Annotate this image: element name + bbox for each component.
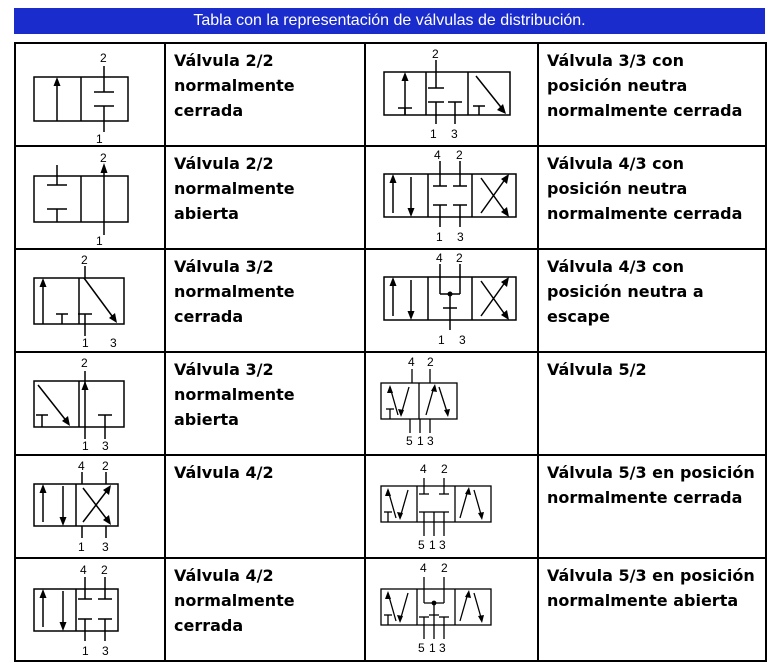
- valve-name: Válvula 2/2 normalmente abierta: [174, 154, 295, 223]
- valve-5-3-open-symbol: [366, 559, 539, 660]
- table-title: Tabla con la representación de válvulas de distribución.: [14, 8, 765, 34]
- valve-3-2-no-symbol: [16, 353, 166, 454]
- port-label: 2: [81, 356, 88, 370]
- port-label: 1: [429, 641, 436, 655]
- table-row: [15, 352, 766, 455]
- valve-4-2-symbol: [16, 456, 166, 557]
- valve-2-2-nc-symbol: [16, 44, 166, 145]
- valve-name-cell: [165, 558, 365, 661]
- port-label: 3: [451, 127, 458, 141]
- port-label: 5: [418, 641, 425, 655]
- valve-name: Válvula 5/2: [547, 360, 647, 379]
- port-label: 3: [102, 644, 109, 658]
- port-label: 1: [82, 336, 89, 350]
- valve-name-cell: [538, 352, 766, 455]
- valve-symbol-cell: [15, 352, 165, 455]
- valve-5-2-symbol: [366, 353, 539, 454]
- port-label: 2: [456, 148, 463, 162]
- valve-symbol-cell: [365, 43, 538, 146]
- valve-name-cell: [538, 249, 766, 352]
- port-label: 2: [100, 151, 107, 165]
- valve-5-3-closed-symbol: [366, 456, 539, 557]
- valve-name: Válvula 4/3 con posición neutra a escape: [547, 257, 704, 326]
- valve-name: Válvula 3/2 normalmente cerrada: [174, 257, 295, 326]
- port-label: 2: [81, 253, 88, 267]
- valve-name: Válvula 2/2 normalmente cerrada: [174, 51, 295, 120]
- valve-symbol-cell: [15, 455, 165, 558]
- valve-4-3-neutral-closed-symbol: [366, 147, 539, 248]
- port-label: 4: [408, 355, 415, 369]
- valve-4-2-nc-symbol: [16, 559, 166, 660]
- port-label: 5: [406, 434, 413, 448]
- table-row: [15, 558, 766, 661]
- port-label: 2: [432, 47, 439, 61]
- valve-symbol-cell: [365, 249, 538, 352]
- port-label: 4: [420, 561, 427, 575]
- valve-name: Válvula 5/3 en posición normalmente cerrada: [547, 463, 755, 507]
- port-label: 1: [96, 234, 103, 248]
- valve-symbol-cell: [15, 558, 165, 661]
- port-label: 1: [82, 439, 89, 453]
- valves-table: [14, 42, 767, 662]
- valve-name: Válvula 4/3 con posición neutra normalmente cerrada: [547, 154, 743, 223]
- valve-name-cell: [538, 558, 766, 661]
- port-label: 1: [417, 434, 424, 448]
- valve-symbol-cell: [365, 352, 538, 455]
- valve-symbol-cell: [15, 249, 165, 352]
- table-row: [15, 146, 766, 249]
- port-label: 2: [456, 251, 463, 265]
- port-label: 3: [427, 434, 434, 448]
- valve-name: Válvula 4/2 normalmente cerrada: [174, 566, 295, 635]
- valve-2-2-no-symbol: [16, 147, 166, 248]
- port-label: 3: [110, 336, 117, 350]
- port-label: 1: [82, 644, 89, 658]
- valve-3-2-nc-symbol: [16, 250, 166, 351]
- port-label: 3: [102, 439, 109, 453]
- port-label: 1: [429, 538, 436, 552]
- valve-name-cell: [538, 43, 766, 146]
- port-label: 2: [427, 355, 434, 369]
- valve-name-cell: [538, 455, 766, 558]
- valve-name-cell: [165, 146, 365, 249]
- valve-3-3-neutral-closed-symbol: [366, 44, 539, 145]
- port-label: 3: [439, 641, 446, 655]
- port-label: 2: [101, 563, 108, 577]
- port-label: 1: [438, 333, 445, 347]
- port-label: 1: [78, 540, 85, 554]
- port-label: 2: [102, 459, 109, 473]
- valve-name: Válvula 4/2: [174, 463, 274, 482]
- port-label: 2: [441, 561, 448, 575]
- port-label: 3: [102, 540, 109, 554]
- table-row: [15, 249, 766, 352]
- port-label: 4: [78, 459, 85, 473]
- port-label: 4: [80, 563, 87, 577]
- valve-symbol-cell: [365, 455, 538, 558]
- table-row: [15, 43, 766, 146]
- valve-name-cell: [165, 352, 365, 455]
- port-label: 1: [430, 127, 437, 141]
- port-label: 3: [439, 538, 446, 552]
- port-label: 1: [96, 132, 103, 145]
- valve-name-cell: [165, 249, 365, 352]
- valve-name-cell: [165, 455, 365, 558]
- valve-name-cell: [165, 43, 365, 146]
- port-label: 3: [459, 333, 466, 347]
- port-label: 3: [457, 230, 464, 244]
- valve-symbol-cell: [365, 558, 538, 661]
- port-label: 4: [434, 148, 441, 162]
- valve-4-3-neutral-exhaust-symbol: [366, 250, 539, 351]
- port-label: 4: [420, 462, 427, 476]
- valve-symbol-cell: [15, 43, 165, 146]
- port-label: 4: [436, 251, 443, 265]
- valve-name-cell: [538, 146, 766, 249]
- table-row: [15, 455, 766, 558]
- port-label: 1: [436, 230, 443, 244]
- valve-name: Válvula 3/3 con posición neutra normalmente cerrada: [547, 51, 743, 120]
- valve-symbol-cell: [15, 146, 165, 249]
- valve-name: Válvula 5/3 en posición normalmente abierta: [547, 566, 755, 610]
- port-label: 5: [418, 538, 425, 552]
- port-label: 2: [100, 51, 107, 65]
- valve-name: Válvula 3/2 normalmente abierta: [174, 360, 295, 429]
- valve-symbol-cell: [365, 146, 538, 249]
- port-label: 2: [441, 462, 448, 476]
